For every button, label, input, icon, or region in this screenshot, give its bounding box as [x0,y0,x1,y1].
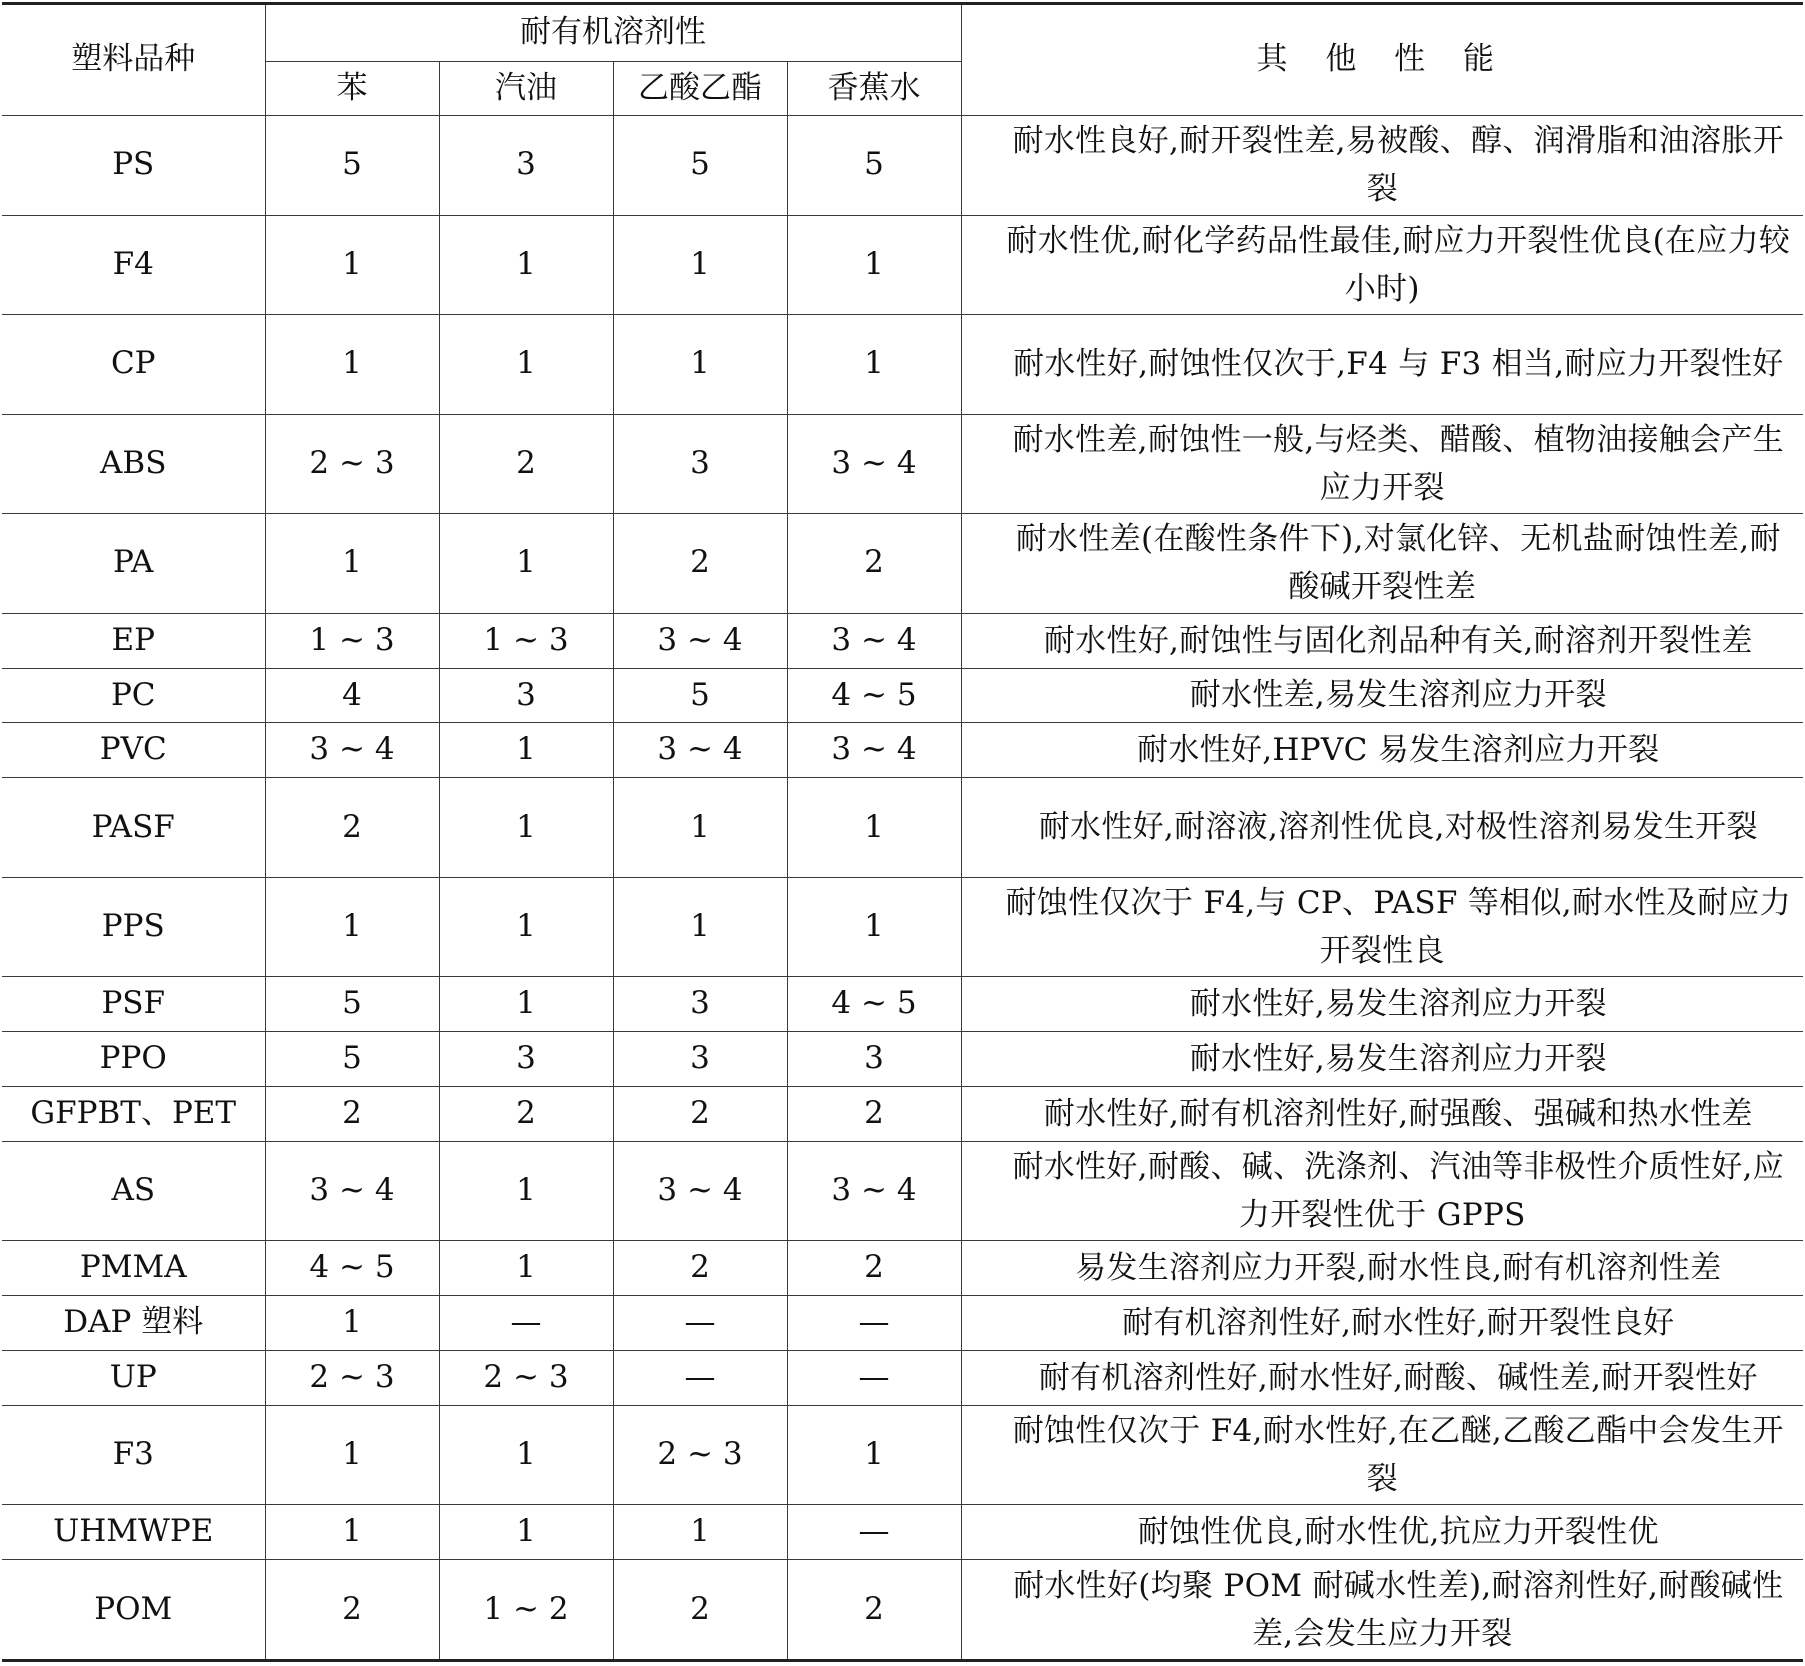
cell-banana-water: 3 ~ 4 [787,723,961,778]
cell-plastic-name: PC [2,668,265,723]
cell-benzene: 1 [265,877,439,977]
header-solvent-gasoline: 汽油 [439,62,613,116]
table-row [2,514,1803,614]
header-solvent-resistance: 耐有机溶剂性 [265,4,961,62]
cell-plastic-name: PPO [2,1032,265,1087]
table-row [2,778,1803,878]
header-solvent-banana-water: 香蕉水 [787,62,961,116]
cell-plastic-name: PSF [2,977,265,1032]
table-row [2,1032,1803,1087]
cell-gasoline: 2 [439,414,613,514]
cell-banana-water: 1 [787,778,961,878]
cell-other-properties: 耐蚀性仅次于 F4,耐水性好,在乙醚,乙酸乙酯中会发生开裂 [961,1405,1803,1505]
cell-benzene: 2 [265,1560,439,1661]
cell-plastic-name: ABS [2,414,265,514]
header-solvent-ethyl-acetate: 乙酸乙酯 [613,62,787,116]
cell-ethyl-acetate: 5 [613,668,787,723]
cell-banana-water: — [787,1351,961,1406]
table-row [2,977,1803,1032]
cell-gasoline: 3 [439,116,613,216]
cell-benzene: 1 [265,1296,439,1351]
cell-banana-water: 5 [787,116,961,216]
cell-other-properties: 耐水性差(在酸性条件下),对氯化锌、无机盐耐蚀性差,耐酸碱开裂性差 [961,514,1803,614]
cell-gasoline: 1 [439,514,613,614]
cell-ethyl-acetate: 3 ~ 4 [613,613,787,668]
cell-gasoline: — [439,1296,613,1351]
cell-ethyl-acetate: 3 ~ 4 [613,723,787,778]
cell-plastic-name: DAP 塑料 [2,1296,265,1351]
cell-gasoline: 1 [439,723,613,778]
cell-ethyl-acetate: 5 [613,116,787,216]
table-row [2,1086,1803,1141]
table-row [2,1505,1803,1560]
cell-other-properties: 耐有机溶剂性好,耐水性好,耐酸、碱性差,耐开裂性好 [961,1351,1803,1406]
header-other-properties [961,4,1803,116]
table-row [2,215,1803,315]
cell-banana-water: 1 [787,1405,961,1505]
cell-gasoline: 1 [439,1141,613,1241]
cell-gasoline: 2 [439,1086,613,1141]
cell-plastic-name: UP [2,1351,265,1406]
table-row [2,414,1803,514]
cell-benzene: 1 [265,1505,439,1560]
cell-gasoline: 1 ~ 3 [439,613,613,668]
cell-gasoline: 1 [439,1505,613,1560]
cell-benzene: 3 ~ 4 [265,1141,439,1241]
cell-other-properties: 易发生溶剂应力开裂,耐水性良,耐有机溶剂性差 [961,1241,1803,1296]
cell-benzene: 1 [265,215,439,315]
header-other-properties-label: 其 他 性 能 [1256,41,1509,78]
cell-gasoline: 1 [439,1241,613,1296]
cell-other-properties: 耐水性好,耐酸、碱、洗涤剂、汽油等非极性介质性好,应力开裂性优于 GPPS [961,1141,1803,1241]
table-row [2,613,1803,668]
cell-gasoline: 1 [439,778,613,878]
cell-other-properties: 耐水性优,耐化学药品性最佳,耐应力开裂性优良(在应力较小时) [961,215,1803,315]
cell-other-properties: 耐水性好,耐蚀性仅次于,F4 与 F3 相当,耐应力开裂性好 [961,315,1803,415]
cell-gasoline: 1 [439,215,613,315]
cell-gasoline: 1 [439,315,613,415]
table-row [2,723,1803,778]
cell-banana-water: 1 [787,877,961,977]
cell-banana-water: 2 [787,1241,961,1296]
cell-gasoline: 3 [439,668,613,723]
cell-benzene: 1 [265,1405,439,1505]
cell-gasoline: 1 [439,1405,613,1505]
cell-plastic-name: UHMWPE [2,1505,265,1560]
cell-other-properties: 耐水性好,易发生溶剂应力开裂 [961,1032,1803,1087]
cell-ethyl-acetate: 1 [613,1505,787,1560]
table-row [2,1351,1803,1406]
table-row [2,1405,1803,1505]
cell-gasoline: 2 ~ 3 [439,1351,613,1406]
cell-banana-water: 1 [787,315,961,415]
cell-banana-water: 3 ~ 4 [787,1141,961,1241]
cell-ethyl-acetate: 2 ~ 3 [613,1405,787,1505]
cell-plastic-name: F4 [2,215,265,315]
cell-other-properties: 耐水性好,耐有机溶剂性好,耐强酸、强碱和热水性差 [961,1086,1803,1141]
cell-plastic-name: PPS [2,877,265,977]
cell-plastic-name: CP [2,315,265,415]
cell-benzene: 2 ~ 3 [265,414,439,514]
cell-banana-water: — [787,1296,961,1351]
cell-other-properties: 耐水性好(均聚 POM 耐碱水性差),耐溶剂性好,耐酸碱性差,会发生应力开裂 [961,1560,1803,1661]
cell-benzene: 5 [265,116,439,216]
cell-plastic-name: F3 [2,1405,265,1505]
cell-benzene: 5 [265,977,439,1032]
cell-ethyl-acetate: — [613,1351,787,1406]
cell-banana-water: 2 [787,1560,961,1661]
cell-banana-water: 3 [787,1032,961,1087]
cell-gasoline: 1 [439,877,613,977]
header-plastic-type: 塑料品种 [2,4,265,116]
cell-banana-water: — [787,1505,961,1560]
cell-ethyl-acetate: 3 [613,1032,787,1087]
table-row [2,1560,1803,1661]
cell-banana-water: 2 [787,514,961,614]
cell-ethyl-acetate: 3 [613,414,787,514]
table-row [2,668,1803,723]
cell-plastic-name: PASF [2,778,265,878]
cell-gasoline: 1 ~ 2 [439,1560,613,1661]
cell-gasoline: 3 [439,1032,613,1087]
cell-ethyl-acetate: 1 [613,315,787,415]
cell-gasoline: 1 [439,977,613,1032]
cell-banana-water: 1 [787,215,961,315]
cell-plastic-name: PVC [2,723,265,778]
cell-other-properties: 耐水性好,耐蚀性与固化剂品种有关,耐溶剂开裂性差 [961,613,1803,668]
cell-benzene: 5 [265,1032,439,1087]
cell-banana-water: 4 ~ 5 [787,977,961,1032]
properties-table [2,2,1803,1662]
table-row [2,1141,1803,1241]
cell-ethyl-acetate: 3 [613,977,787,1032]
cell-benzene: 1 ~ 3 [265,613,439,668]
cell-benzene: 2 [265,778,439,878]
cell-plastic-name: PA [2,514,265,614]
cell-banana-water: 3 ~ 4 [787,613,961,668]
cell-other-properties: 耐水性好,HPVC 易发生溶剂应力开裂 [961,723,1803,778]
cell-other-properties: 耐蚀性优良,耐水性优,抗应力开裂性优 [961,1505,1803,1560]
table-row [2,315,1803,415]
cell-other-properties: 耐蚀性仅次于 F4,与 CP、PASF 等相似,耐水性及耐应力开裂性良 [961,877,1803,977]
cell-plastic-name: EP [2,613,265,668]
cell-plastic-name: PMMA [2,1241,265,1296]
cell-benzene: 4 ~ 5 [265,1241,439,1296]
cell-ethyl-acetate: 2 [613,1086,787,1141]
cell-ethyl-acetate: 3 ~ 4 [613,1141,787,1241]
cell-benzene: 4 [265,668,439,723]
header-solvent-benzene: 苯 [265,62,439,116]
cell-ethyl-acetate: — [613,1296,787,1351]
cell-plastic-name: AS [2,1141,265,1241]
cell-ethyl-acetate: 1 [613,215,787,315]
cell-ethyl-acetate: 1 [613,778,787,878]
cell-ethyl-acetate: 1 [613,877,787,977]
table-row [2,1296,1803,1351]
header-row-1 [2,4,1803,62]
cell-other-properties: 耐水性差,耐蚀性一般,与烃类、醋酸、植物油接触会产生应力开裂 [961,414,1803,514]
cell-other-properties: 耐水性好,耐溶液,溶剂性优良,对极性溶剂易发生开裂 [961,778,1803,878]
cell-plastic-name: GFPBT、PET [2,1086,265,1141]
cell-banana-water: 3 ~ 4 [787,414,961,514]
cell-other-properties: 耐水性好,易发生溶剂应力开裂 [961,977,1803,1032]
cell-benzene: 3 ~ 4 [265,723,439,778]
cell-other-properties: 耐水性良好,耐开裂性差,易被酸、醇、润滑脂和油溶胀开裂 [961,116,1803,216]
cell-banana-water: 4 ~ 5 [787,668,961,723]
table-row [2,1241,1803,1296]
table-row [2,116,1803,216]
cell-benzene: 1 [265,315,439,415]
cell-ethyl-acetate: 2 [613,1560,787,1661]
cell-banana-water: 2 [787,1086,961,1141]
cell-ethyl-acetate: 2 [613,1241,787,1296]
cell-benzene: 2 ~ 3 [265,1351,439,1406]
cell-plastic-name: PS [2,116,265,216]
table-row [2,877,1803,977]
cell-benzene: 1 [265,514,439,614]
cell-other-properties: 耐有机溶剂性好,耐水性好,耐开裂性良好 [961,1296,1803,1351]
cell-other-properties: 耐水性差,易发生溶剂应力开裂 [961,668,1803,723]
cell-ethyl-acetate: 2 [613,514,787,614]
cell-plastic-name: POM [2,1560,265,1661]
cell-benzene: 2 [265,1086,439,1141]
